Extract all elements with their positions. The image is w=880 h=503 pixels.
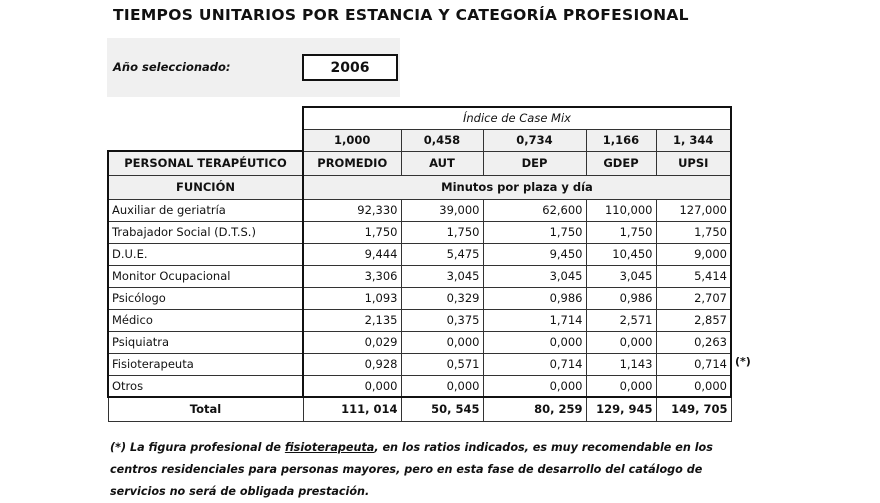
cell: 0,986	[586, 287, 656, 309]
total-cell: 149, 705	[656, 397, 731, 421]
cell: 3,045	[401, 265, 483, 287]
cell: 0,928	[303, 353, 401, 375]
cell: 62,600	[483, 199, 586, 221]
column-header: AUT	[401, 151, 483, 175]
column-header: UPSI	[656, 151, 731, 175]
row-label: D.U.E.	[108, 243, 303, 265]
total-cell: 129, 945	[586, 397, 656, 421]
total-cell: 111, 014	[303, 397, 401, 421]
column-header: GDEP	[586, 151, 656, 175]
cell: 0,714	[483, 353, 586, 375]
cell: 0,000	[401, 375, 483, 397]
footnote-text: , en los ratios indicados, es muy recomendable en los centros residenciales para personas mayores, pero en esta fase de desarrollo del catálogo de servicios no será de obligada prestación.	[110, 441, 713, 498]
cell: 0,714	[656, 353, 731, 375]
cell: 0,329	[401, 287, 483, 309]
cell: 1,750	[586, 221, 656, 243]
table-row	[108, 287, 731, 309]
footnote-prefix: (*) La figura profesional de	[110, 441, 285, 454]
cell: 9,444	[303, 243, 401, 265]
cell: 0,029	[303, 331, 401, 353]
row-label: Trabajador Social (D.T.S.)	[108, 221, 303, 243]
row-label: Monitor Ocupacional	[108, 265, 303, 287]
row-label: Auxiliar de geriatría	[108, 199, 303, 221]
table-row	[108, 221, 731, 243]
cell: 110,000	[586, 199, 656, 221]
total-cell: 50, 545	[401, 397, 483, 421]
row-label: Psiquiatra	[108, 331, 303, 353]
times-table	[107, 106, 732, 422]
cell: 5,475	[401, 243, 483, 265]
cell: 92,330	[303, 199, 401, 221]
row-note-marker: (*)	[735, 355, 751, 368]
personal-header: PERSONAL TERAPÉUTICO	[108, 151, 303, 175]
column-header: PROMEDIO	[303, 151, 401, 175]
row-label: Médico	[108, 309, 303, 331]
cell: 9,450	[483, 243, 586, 265]
table-row	[108, 243, 731, 265]
cell: 1,143	[586, 353, 656, 375]
cell: 2,857	[656, 309, 731, 331]
year-label: Año seleccionado:	[113, 60, 231, 74]
funcion-header: FUNCIÓN	[108, 175, 303, 199]
cell: 3,045	[586, 265, 656, 287]
table-row	[108, 265, 731, 287]
footnote-underlined-term: fisioterapeuta	[284, 441, 375, 454]
cell: 2,135	[303, 309, 401, 331]
cell: 0,000	[303, 375, 401, 397]
cell: 0,000	[586, 375, 656, 397]
cell: 0,000	[483, 331, 586, 353]
cell: 0,263	[656, 331, 731, 353]
column-header: DEP	[483, 151, 586, 175]
cell: 1,750	[401, 221, 483, 243]
cell: 1,750	[303, 221, 401, 243]
cell: 0,375	[401, 309, 483, 331]
case-mix-value: 1,000	[303, 129, 401, 151]
case-mix-value: 0,458	[401, 129, 483, 151]
cell: 2,571	[586, 309, 656, 331]
case-mix-header: Índice de Case Mix	[303, 107, 731, 129]
case-mix-value: 1, 344	[656, 129, 731, 151]
case-mix-value: 1,166	[586, 129, 656, 151]
cell: 3,306	[303, 265, 401, 287]
table-row	[108, 199, 731, 221]
cell: 5,414	[656, 265, 731, 287]
cell: 1,714	[483, 309, 586, 331]
table-row	[108, 331, 731, 353]
total-row	[108, 397, 731, 421]
cell: 0,000	[483, 375, 586, 397]
cell: 9,000	[656, 243, 731, 265]
cell: 2,707	[656, 287, 731, 309]
cell: 0,000	[656, 375, 731, 397]
cell: 0,571	[401, 353, 483, 375]
case-mix-value: 0,734	[483, 129, 586, 151]
row-label: Psicólogo	[108, 287, 303, 309]
cell: 0,000	[401, 331, 483, 353]
cell: 1,093	[303, 287, 401, 309]
cell: 10,450	[586, 243, 656, 265]
page-title: TIEMPOS UNITARIOS POR ESTANCIA Y CATEGORÍA PROFESIONAL	[113, 6, 689, 24]
cell: 0,986	[483, 287, 586, 309]
cell: 1,750	[483, 221, 586, 243]
cell: 1,750	[656, 221, 731, 243]
units-header: Minutos por plaza y día	[303, 175, 731, 199]
table-row	[108, 375, 731, 397]
cell: 127,000	[656, 199, 731, 221]
total-cell: 80, 259	[483, 397, 586, 421]
row-label: Otros	[108, 375, 303, 397]
footnote	[110, 437, 750, 503]
row-label: Fisioterapeuta	[108, 353, 303, 375]
table-row	[108, 353, 731, 375]
cell: 39,000	[401, 199, 483, 221]
cell: 0,000	[586, 331, 656, 353]
year-selector-field[interactable]: 2006	[302, 54, 398, 81]
cell: 3,045	[483, 265, 586, 287]
table-row	[108, 309, 731, 331]
total-label: Total	[108, 397, 303, 421]
